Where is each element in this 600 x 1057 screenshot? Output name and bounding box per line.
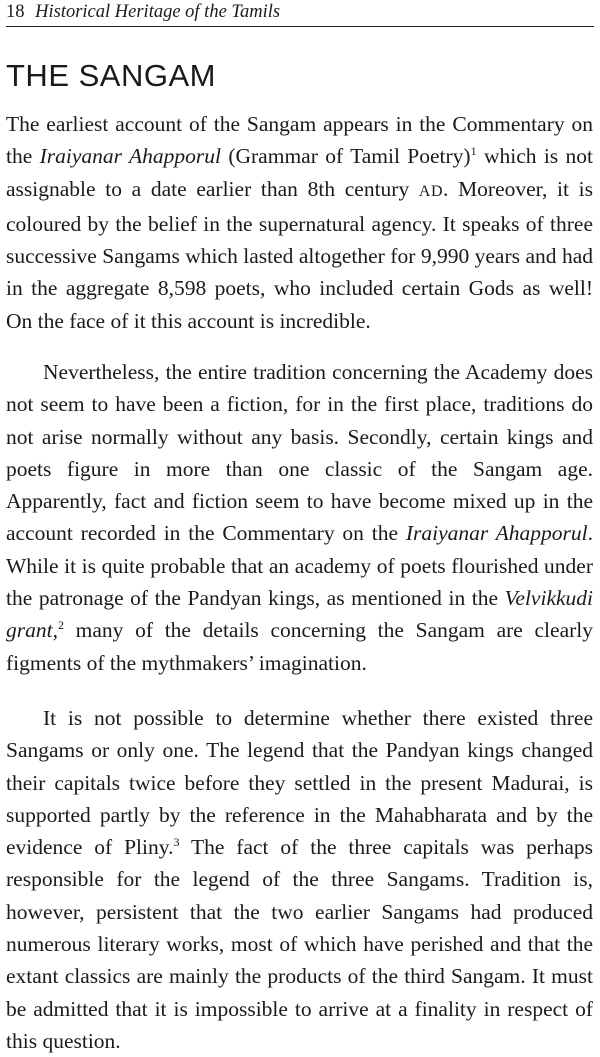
text-run: The fact of the three capitals was perhaps responsible for the legend of the three Sangams. Tradition is, however, persistent that the two earlier Sangams had produced numerous literary works, most of which have perished and that the extant classics are mainly the products of the third Sangam. It must be admitted that it is impossible to arrive at a finality in respect of this question.: [6, 835, 593, 1053]
paragraph-1: [6, 108, 593, 337]
book-title: Historical Heritage of the Tamils: [35, 2, 281, 22]
text-run: many of the details concerning the Sangam are clearly figments of the mythmakers’ imagination.: [6, 618, 593, 675]
footnote-marker: 2: [57, 618, 64, 633]
text-run: It is not possible to determine whether there existed three Sangams or only one. The legend that the Pandyan kings changed their capitals twice before they settled in the present Madurai, is supported partly by the reference in the Mahabharata and by the evidence of Pliny.: [6, 706, 593, 860]
text-run: The earliest account of the Sangam appears in the Commentary on the: [6, 112, 593, 169]
chapter-title: THE SANGAM: [6, 58, 216, 93]
text-run: which is not assignable to a date earlier than 8th century: [6, 144, 594, 201]
paragraph-3: [6, 702, 593, 1057]
footnote-marker: 3: [173, 835, 180, 850]
text-run: Nevertheless, the entire tradition concerning the Academy does not seem to have been a fiction, for in the first place, traditions do not arise normally without any basis. Secondly, certain kings and poets figure in more than one classic of the Sangam age. Apparently, fact and fiction seem to have become mixed up in the account recorded in the Commentary on the: [6, 360, 593, 546]
footnote-marker: 1: [470, 144, 477, 159]
italic-title: Iraiyanar Ahapporul: [405, 521, 588, 546]
page-number: 18: [6, 2, 25, 22]
text-run: (Grammar of Tamil Poetry): [220, 144, 471, 169]
italic-title: Velvikkudi grant: [6, 586, 593, 643]
era-abbreviation: AD: [418, 182, 444, 200]
paragraph-2: [6, 356, 593, 679]
running-header: [6, 0, 594, 27]
text-run: ,: [52, 618, 58, 643]
text-run: . While it is quite probable that an academy of poets flourished under the patronage of the Pandyan kings, as mentioned in the: [6, 521, 594, 611]
italic-title: Iraiyanar Ahapporul: [39, 144, 221, 169]
text-run: . Moreover, it is coloured by the belief in the supernatural agency. It speaks of three successive Sangams which lasted altogether for 9,990 years and had in the aggregate 8,598 poets, who included certain Gods as well! On the face of it this account is incredible.: [6, 176, 593, 333]
